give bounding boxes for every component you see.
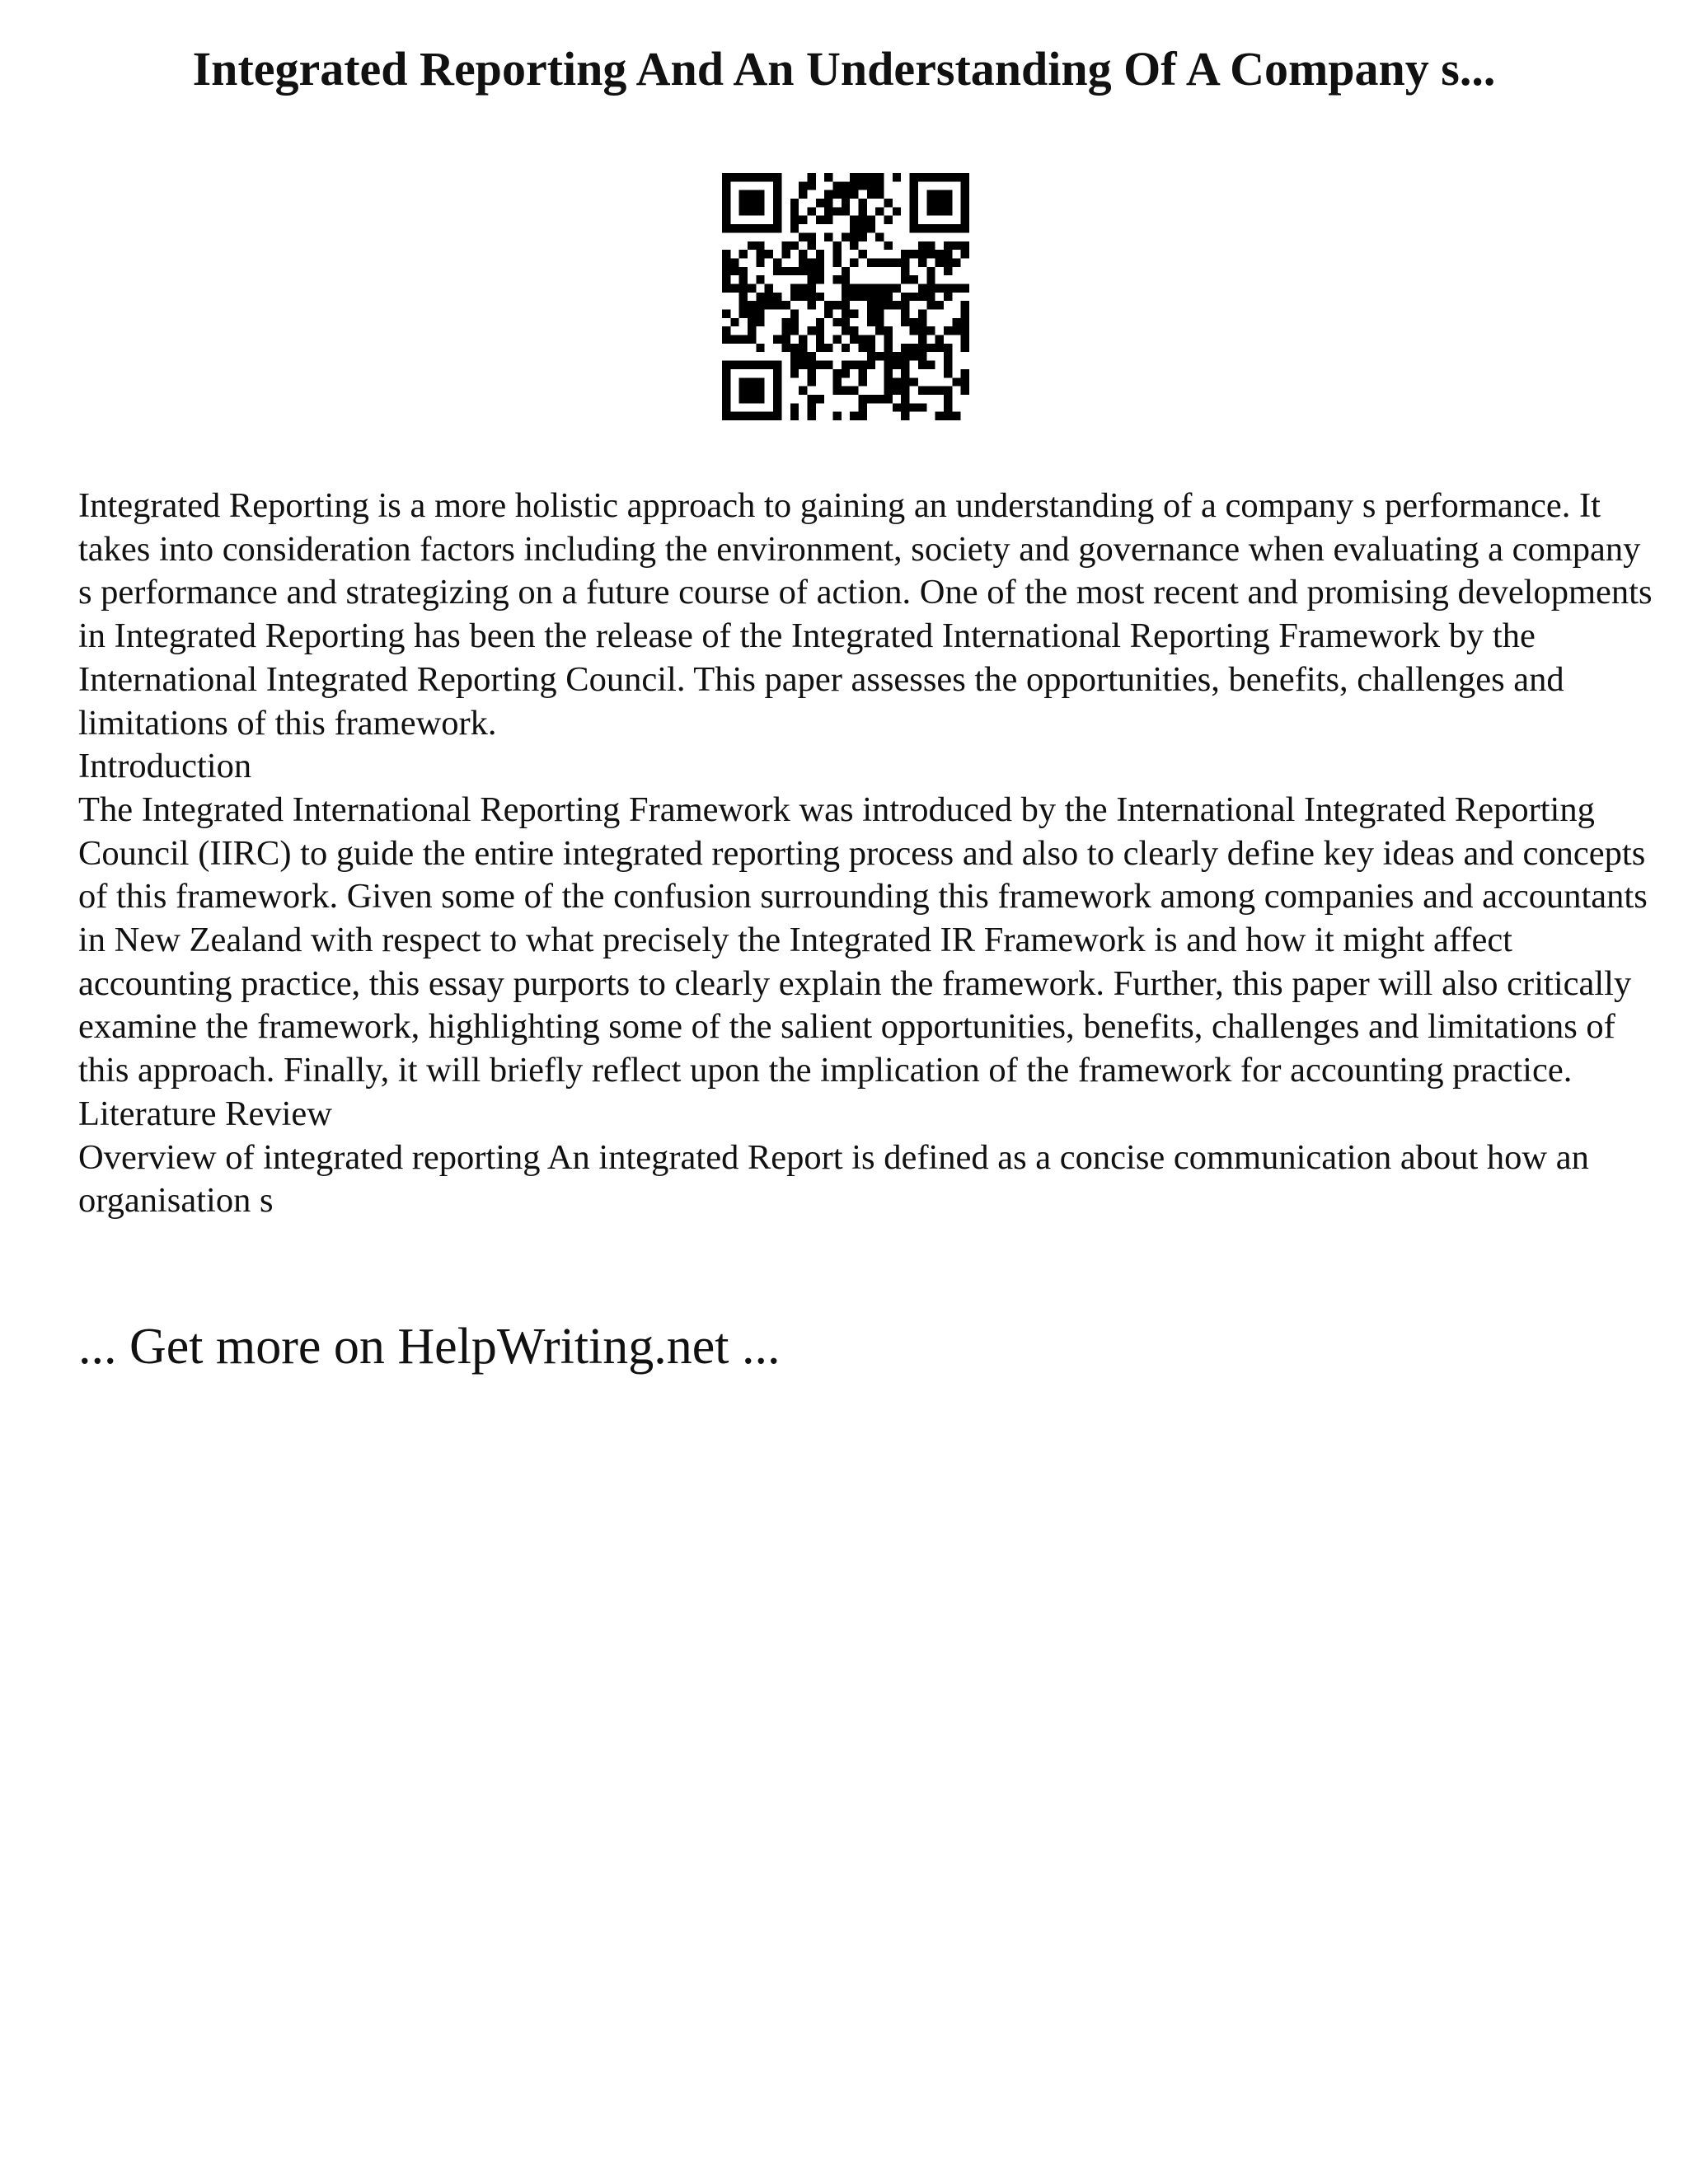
qr-code-icon[interactable] (722, 173, 969, 420)
get-more-link[interactable]: ... Get more on HelpWriting.net ... (78, 1319, 781, 1375)
literature-review-paragraph: Overview of integrated reporting An integrated Report is defined as a concise communication about how an organisation s (78, 1137, 1589, 1221)
abstract-paragraph: Integrated Reporting is a more holistic approach to gaining an understanding of a company s performance. It takes into consideration factors including the environment, society and governance when evaluating a company s performance and strategizing on a future course of action. One of the most recent and promising developments in Integrated Reporting has been the release of the Integrated International Reporting Framework by the International Integrated Reporting Council. This paper assesses the opportunities, benefits, challenges and limitations of this framework. (78, 486, 1653, 743)
introduction-paragraph: The Integrated International Reporting Framework was introduced by the International Integrated Reporting Council (IIRC) to guide the entire integrated reporting process and also to clearly define key ideas and concepts of this framework. Given some of the confusion surrounding this framework among companies and accountants in New Zealand with respect to what precisely the Integrated IR Framework is and how it might affect accounting practice, this essay purports to clearly explain the framework. Further, this paper will also critically examine the framework, highlighting some of the salient opportunities, benefits, challenges and limitations of this approach. Finally, it will briefly reflect upon the implication of the framework for accounting practice. (78, 790, 1648, 1090)
section-heading-introduction: Introduction (78, 747, 252, 786)
qr-code-graphic (722, 173, 969, 420)
article-body (78, 485, 1661, 1223)
page-title: Integrated Reporting And An Understanding Of A Company s... (192, 42, 1496, 96)
section-heading-literature-review: Literature Review (78, 1094, 332, 1133)
